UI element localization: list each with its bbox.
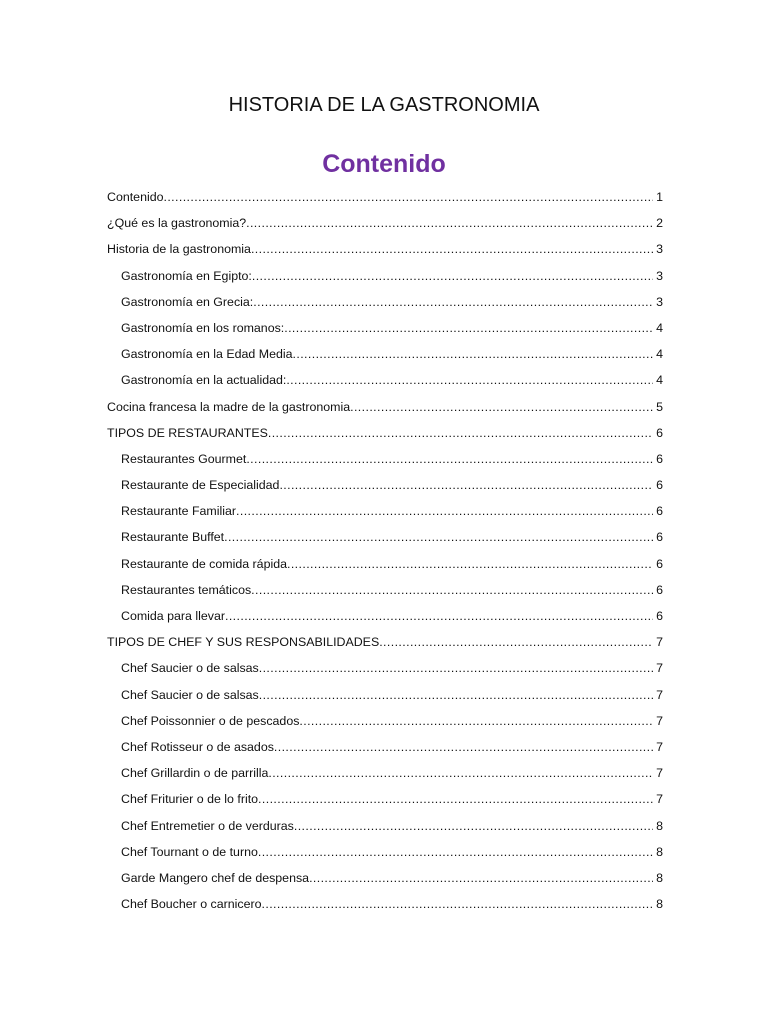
toc-entry-label[interactable]: Chef Tournant o de turno: [121, 844, 258, 859]
toc-entry[interactable]: [107, 786, 663, 812]
toc-entry[interactable]: [107, 813, 663, 839]
toc-entry-label[interactable]: Gastronomía en los romanos:: [121, 320, 285, 335]
toc-entry-page-number[interactable]: 8: [656, 870, 663, 885]
document-title: HISTORIA DE LA GASTRONOMIA: [228, 94, 540, 116]
toc-entry-page-number[interactable]: 3: [656, 294, 663, 309]
toc-entry-page-number[interactable]: 6: [656, 530, 663, 545]
toc-entry-page-number[interactable]: 6: [656, 504, 663, 519]
toc-entry-page-number[interactable]: 7: [656, 713, 663, 728]
toc-entry-label[interactable]: Chef Saucier o de salsas: [121, 661, 259, 676]
toc-entry-page-number[interactable]: 3: [656, 268, 663, 283]
toc-entry[interactable]: [107, 210, 663, 236]
toc-entry[interactable]: [107, 734, 663, 760]
toc-leader-dots: [224, 524, 653, 550]
toc-entry-page-number[interactable]: 4: [656, 373, 663, 388]
toc-entry-label[interactable]: Chef Poissonnier o de pescados: [121, 713, 300, 728]
toc-entry-label[interactable]: Historia de la gastronomia: [107, 242, 251, 257]
toc-entry[interactable]: [107, 891, 663, 917]
toc-entry-label[interactable]: Cocina francesa la madre de la gastronomia: [107, 399, 351, 414]
toc-entry-label[interactable]: Comida para llevar: [121, 609, 225, 623]
toc-entry-page-number[interactable]: 7: [656, 766, 663, 781]
toc-leader-dots: [252, 263, 653, 289]
toc-entry-page-number[interactable]: 5: [656, 399, 663, 414]
toc-entry-label[interactable]: Gastronomía en Grecia:: [121, 294, 254, 309]
toc-entry[interactable]: [107, 472, 663, 498]
toc-entry[interactable]: [107, 184, 663, 210]
toc-entry[interactable]: [107, 708, 663, 734]
toc-entry[interactable]: [107, 315, 663, 341]
toc-leader-dots: [294, 813, 653, 839]
toc-entry-page-number[interactable]: 8: [656, 818, 663, 833]
toc-entry-label[interactable]: Restaurante de Especialidad: [121, 478, 280, 493]
toc-entry-label[interactable]: TIPOS DE CHEF Y SUS RESPONSABILIDADES: [107, 635, 380, 650]
toc-entry[interactable]: [107, 577, 663, 603]
toc-entry[interactable]: [107, 551, 663, 577]
toc-leader-dots: [246, 210, 653, 236]
toc-leader-dots: [225, 603, 653, 629]
toc-heading: Contenido: [322, 150, 446, 178]
toc-entry[interactable]: [107, 524, 663, 550]
toc-entry-label[interactable]: TIPOS DE RESTAURANTES: [107, 425, 268, 440]
toc-entry[interactable]: [107, 498, 663, 524]
toc-leader-dots: [164, 184, 654, 210]
toc-entry-label[interactable]: Restaurante Familiar: [121, 504, 237, 519]
toc-entry-label[interactable]: Contenido: [107, 190, 164, 204]
toc-leader-dots: [236, 498, 653, 524]
toc-leader-dots: [246, 446, 653, 472]
toc-leader-dots: [274, 734, 653, 760]
toc-leader-dots: [309, 865, 653, 891]
toc-leader-dots: [286, 367, 653, 393]
toc-entry-page-number[interactable]: 4: [656, 347, 663, 362]
toc-entry-label[interactable]: Chef Saucier o de salsas: [121, 687, 259, 702]
toc-entry-page-number[interactable]: 6: [656, 609, 663, 623]
toc-entry[interactable]: [107, 865, 663, 891]
toc-leader-dots: [262, 891, 654, 917]
toc-leader-dots: [258, 786, 653, 812]
table-of-contents: [107, 184, 663, 917]
toc-leader-dots: [258, 839, 653, 865]
toc-entry-page-number[interactable]: 7: [656, 792, 663, 807]
toc-entry-label[interactable]: Chef Boucher o carnicero: [121, 897, 262, 912]
toc-entry-label[interactable]: Restaurante de comida rápida: [121, 556, 287, 571]
toc-entry-page-number[interactable]: 4: [656, 320, 663, 335]
toc-entry[interactable]: [107, 263, 663, 289]
toc-entry[interactable]: [107, 420, 663, 446]
toc-entry[interactable]: [107, 236, 663, 262]
toc-entry-page-number[interactable]: 2: [656, 216, 663, 231]
toc-entry-page-number[interactable]: 8: [656, 844, 663, 859]
toc-entry[interactable]: [107, 394, 663, 420]
toc-entry-label[interactable]: ¿Qué es la gastronomia?: [107, 216, 247, 231]
toc-leader-dots: [287, 551, 653, 577]
toc-entry-page-number[interactable]: 6: [656, 582, 663, 597]
toc-leader-dots: [293, 341, 654, 367]
toc-entry[interactable]: [107, 629, 663, 655]
toc-entry-page-number[interactable]: 1: [656, 190, 663, 204]
toc-leader-dots: [350, 394, 653, 420]
toc-entry-page-number[interactable]: 7: [656, 635, 663, 650]
toc-entry[interactable]: [107, 655, 663, 681]
toc-entry-label[interactable]: Restaurantes temáticos: [121, 582, 252, 597]
toc-entry-label[interactable]: Chef Rotisseur o de asados: [121, 739, 274, 754]
toc-entry-label[interactable]: Gastronomía en la Edad Media: [121, 347, 293, 362]
toc-entry-page-number[interactable]: 6: [656, 556, 663, 571]
toc-entry-label[interactable]: Gastronomía en Egipto:: [121, 268, 252, 283]
toc-entry[interactable]: [107, 603, 663, 629]
toc-entry-page-number[interactable]: 6: [656, 425, 663, 440]
toc-entry[interactable]: [107, 367, 663, 393]
toc-entry-page-number[interactable]: 3: [656, 242, 663, 257]
toc-entry-label[interactable]: Garde Mangero chef de despensa: [121, 870, 310, 885]
toc-entry-page-number[interactable]: 7: [656, 739, 663, 754]
toc-leader-dots: [253, 289, 653, 315]
toc-leader-dots: [259, 682, 653, 708]
toc-leader-dots: [268, 760, 653, 786]
toc-entry-page-number[interactable]: 7: [656, 661, 663, 676]
toc-leader-dots: [299, 708, 653, 734]
toc-entry[interactable]: [107, 839, 663, 865]
toc-leader-dots: [379, 629, 653, 655]
toc-entry-page-number[interactable]: 6: [656, 451, 663, 466]
toc-entry[interactable]: [107, 760, 663, 786]
toc-entry-label[interactable]: Restaurantes Gourmet: [121, 451, 247, 466]
toc-entry[interactable]: [107, 341, 663, 367]
toc-entry-page-number[interactable]: 7: [656, 687, 663, 702]
toc-leader-dots: [279, 472, 653, 498]
toc-leader-dots: [259, 655, 653, 681]
toc-entry[interactable]: [107, 289, 663, 315]
toc-entry[interactable]: [107, 682, 663, 708]
toc-entry[interactable]: [107, 446, 663, 472]
toc-entry-label[interactable]: Chef Friturier o de lo frito: [121, 792, 259, 807]
toc-entry-label[interactable]: Chef Grillardin o de parrilla: [121, 766, 269, 781]
toc-entry-label[interactable]: Gastronomía en la actualidad:: [121, 373, 287, 388]
toc-entry-label[interactable]: Restaurante Buffet: [121, 530, 225, 545]
toc-leader-dots: [251, 236, 653, 262]
toc-entry-page-number[interactable]: 8: [656, 897, 663, 912]
toc-entry-label[interactable]: Chef Entremetier o de verduras: [121, 818, 294, 833]
toc-leader-dots: [284, 315, 653, 341]
toc-leader-dots: [251, 577, 653, 603]
toc-entry-page-number[interactable]: 6: [656, 478, 663, 493]
toc-leader-dots: [268, 420, 653, 446]
